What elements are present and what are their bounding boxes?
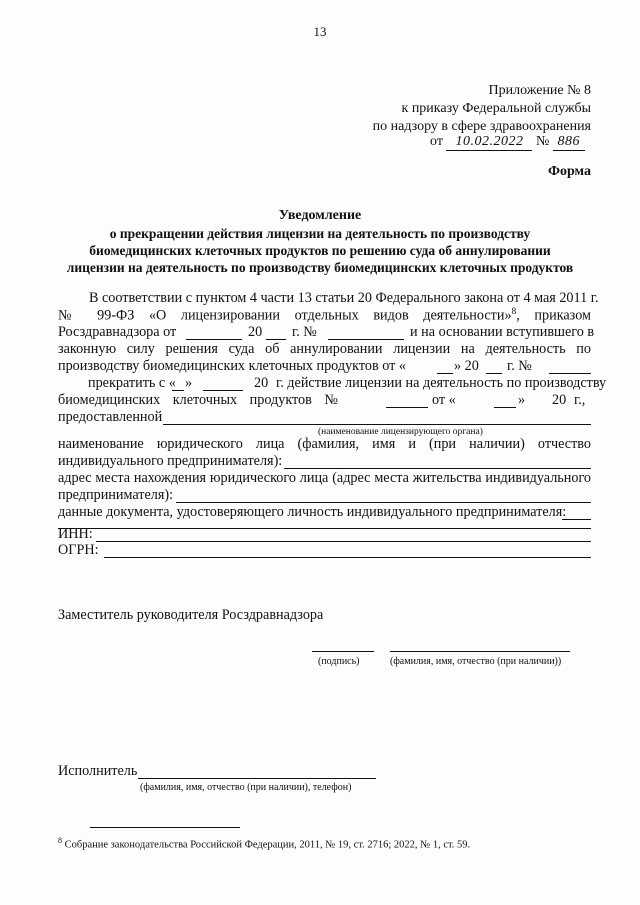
blank-court-day: [437, 373, 453, 374]
signatory-position: Заместитель руководителя Росздравнадзора: [58, 607, 324, 623]
blank-id-document-extra: [58, 528, 591, 529]
blank-order-year: [266, 339, 286, 340]
appendix-date-row: [430, 134, 585, 151]
body-line-7-a: биомедицинских клеточных продуктов №: [58, 392, 338, 408]
body-line-6-c: 20: [254, 375, 269, 391]
handwritten-date: 10.02.2022: [446, 134, 532, 151]
body-line-7-c: »: [518, 392, 526, 408]
blank-id-document: [562, 519, 591, 520]
appendix-number: Приложение № 8: [488, 83, 591, 98]
inn-label: ИНН:: [58, 526, 93, 542]
body-line-8: предоставленной: [58, 409, 163, 425]
blank-inn: [96, 541, 591, 542]
caption-licensing-organ: (наименование лицензирующего органа): [318, 427, 483, 437]
blank-signatory-name: [390, 651, 570, 652]
ogrn-label: ОГРН:: [58, 542, 99, 558]
caption-signatory-name: (фамилия, имя, отчество (при наличии)): [390, 656, 562, 667]
blank-license-day: [494, 407, 516, 408]
title-line-2: о прекращении действия лицензии на деятельность по производству: [109, 226, 531, 241]
title-heading: Уведомление: [278, 208, 362, 223]
order-word: , приказом: [516, 307, 591, 324]
title-line-4: лицензии на деятельность по производству биомедицинских клеточных продуктов: [66, 260, 574, 275]
body-line-7-b: от «: [432, 392, 456, 408]
blank-stop-month: [203, 390, 243, 391]
body-line-3-b: 20: [248, 324, 263, 340]
page-number: 13: [313, 24, 327, 39]
body-line-6-a: прекратить с «: [88, 375, 176, 391]
body-line-5-a: производству биомедицинских клеточных продуктов от «: [58, 358, 406, 374]
blank-entity-address: [176, 502, 591, 503]
blank-stop-day: [172, 390, 184, 391]
body-line-13: данные документа, удостоверяющего личность индивидуального предпринимателя:: [58, 504, 567, 520]
body-line-6-b: »: [185, 375, 193, 391]
footnote-ref: 8: [511, 307, 517, 317]
blank-ogrn: [104, 557, 591, 558]
body-line-3-c: г. №: [292, 324, 317, 340]
handwritten-number: 886: [553, 134, 585, 151]
law-reference: № 99-ФЗ «О лицензировании отдельных видов деятельности»: [58, 307, 512, 324]
blank-entity-name: [284, 468, 591, 469]
footnote-mark: 8: [58, 836, 62, 845]
caption-executor: (фамилия, имя, отчество (при наличии), телефон): [140, 782, 352, 793]
footnote-separator: [90, 827, 240, 828]
executor-label: Исполнитель: [58, 763, 138, 779]
appendix-agency-line: по надзору в сфере здравоохранения: [372, 119, 591, 134]
form-label: Форма: [547, 164, 591, 179]
appendix-order-line: к приказу Федеральной службы: [401, 101, 591, 116]
blank-signature: [312, 651, 374, 652]
blank-court-number: [549, 373, 591, 374]
body-line-6-d: г. действие лицензии на деятельность по производству: [276, 375, 607, 391]
body-line-7-e: г.,: [574, 392, 586, 408]
body-line-10: индивидуального предпринимателя):: [58, 453, 283, 469]
body-line-4: законную силу решения суда об аннулировании лицензии на деятельность по: [58, 341, 591, 357]
body-line-5-b: » 20: [454, 358, 479, 374]
body-line-12: предпринимателя):: [58, 487, 174, 503]
body-line-3-a: Росздравнадзора от: [58, 324, 177, 340]
caption-signature: (подпись): [318, 656, 360, 667]
body-line-3-d: и на основании вступившего в: [410, 324, 595, 340]
blank-order-number: [328, 339, 404, 340]
title-line-3: биомедицинских клеточных продуктов по решению суда об аннулировании: [89, 243, 551, 258]
date-prefix: от: [430, 134, 443, 149]
blank-licensing-organ: [163, 424, 591, 425]
body-line-2: [58, 307, 591, 325]
blank-court-year: [486, 373, 502, 374]
body-line-11: адрес места нахождения юридического лица (адрес места жительства индивидуального: [58, 470, 591, 486]
blank-order-date: [186, 339, 242, 340]
body-line-1: В соответствии с пунктом 4 части 13 статьи 20 Федерального закона от 4 мая 2011 г.: [89, 290, 599, 306]
body-line-7-d: 20: [552, 392, 567, 408]
footnote: [58, 836, 470, 851]
blank-executor: [138, 778, 376, 779]
footnote-text: Собрание законодательства Российской Федерации, 2011, № 19, ст. 2716; 2022, № 1, ст. 59.: [64, 839, 471, 851]
number-prefix: №: [535, 134, 550, 149]
body-line-9: наименование юридического лица (фамилия, имя и (при наличии) отчество: [58, 436, 591, 452]
body-line-5-c: г. №: [507, 358, 532, 374]
blank-license-number: [386, 407, 428, 408]
